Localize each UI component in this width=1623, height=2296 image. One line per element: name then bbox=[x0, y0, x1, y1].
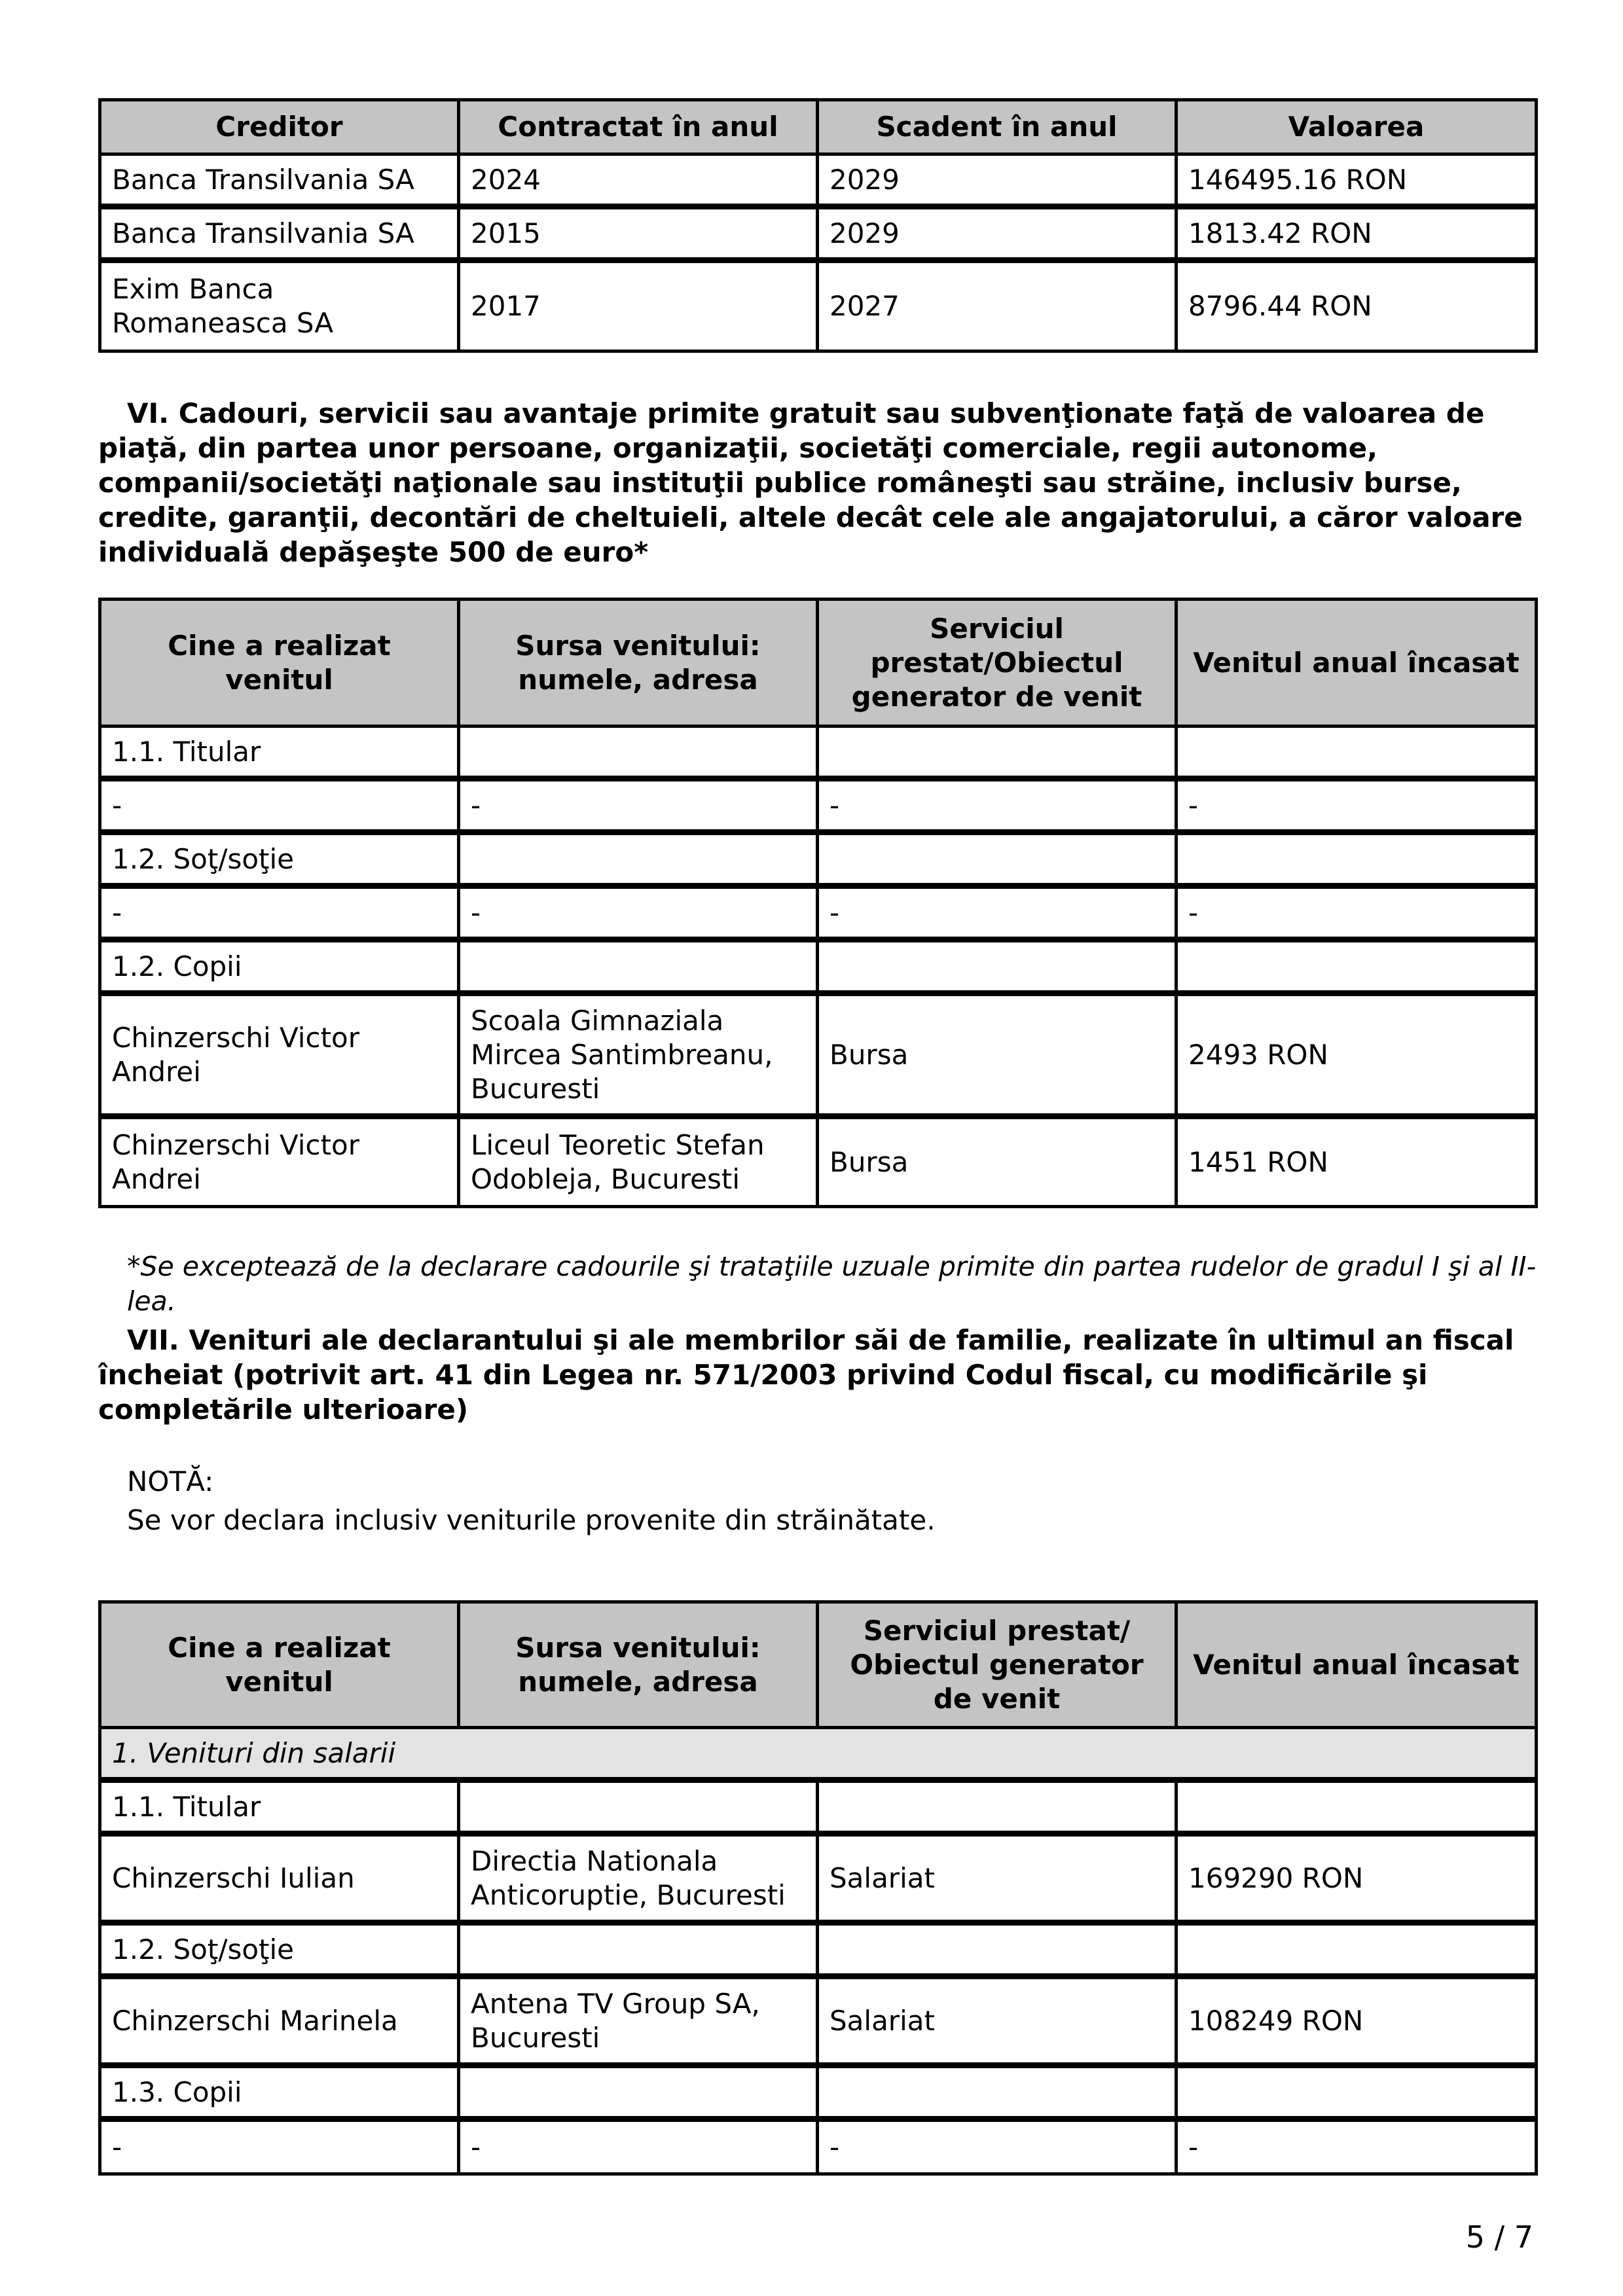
creditor-cell: Banca Transilvania SA bbox=[101, 156, 460, 209]
source-cell: - bbox=[460, 2122, 819, 2176]
col-header-contract-year: Contractat în anul bbox=[460, 101, 819, 156]
service-cell: Salariat bbox=[819, 1979, 1178, 2068]
service-cell bbox=[819, 2068, 1178, 2122]
table-row bbox=[101, 1119, 1538, 1208]
source-cell bbox=[460, 835, 819, 889]
service-cell: - bbox=[819, 781, 1178, 835]
who-cell: Chinzerschi Iulian bbox=[101, 1837, 460, 1926]
table-row bbox=[101, 942, 1538, 996]
who-cell: Chinzerschi Victor Andrei bbox=[101, 996, 460, 1119]
table-row bbox=[101, 1926, 1538, 1979]
col-header-service: Serviciul prestat/Obiectul generator de venit bbox=[819, 601, 1178, 728]
col-header-due-year: Scadent în anul bbox=[819, 101, 1178, 156]
service-cell bbox=[819, 728, 1178, 781]
table-row bbox=[101, 1837, 1538, 1926]
income-cell bbox=[1178, 2068, 1538, 2122]
table-row bbox=[101, 781, 1538, 835]
note-label: NOTĂ: bbox=[127, 1465, 214, 1498]
source-cell: Directia Nationala Anticoruptie, Bucuresti bbox=[460, 1837, 819, 1926]
creditor-cell: Exim Banca Romaneasca SA bbox=[101, 263, 460, 353]
table-row bbox=[101, 835, 1538, 889]
col-header-who: Cine a realizat venitul bbox=[101, 601, 460, 728]
income-cell bbox=[1178, 942, 1538, 996]
income-cell bbox=[1178, 728, 1538, 781]
service-cell: Salariat bbox=[819, 1837, 1178, 1926]
income-cell: 1451 RON bbox=[1178, 1119, 1538, 1208]
source-cell bbox=[460, 1783, 819, 1837]
source-cell bbox=[460, 2068, 819, 2122]
col-header-source: Sursa venitului: numele, adresa bbox=[460, 601, 819, 728]
contract-year-cell: 2017 bbox=[460, 263, 819, 353]
debts-table bbox=[98, 98, 1538, 353]
service-cell bbox=[819, 1783, 1178, 1837]
col-header-value: Valoarea bbox=[1178, 101, 1538, 156]
income-cell: 169290 RON bbox=[1178, 1837, 1538, 1926]
source-cell bbox=[460, 728, 819, 781]
income-cell: - bbox=[1178, 889, 1538, 942]
note-text: Se vor declara inclusiv veniturile provenite din străinătate. bbox=[127, 1504, 936, 1536]
income-cell: - bbox=[1178, 781, 1538, 835]
who-cell: - bbox=[101, 781, 460, 835]
value-cell: 8796.44 RON bbox=[1178, 263, 1538, 353]
table-row bbox=[101, 2122, 1538, 2176]
service-cell bbox=[819, 835, 1178, 889]
service-cell: Bursa bbox=[819, 1119, 1178, 1208]
table-row bbox=[101, 1979, 1538, 2068]
who-cell: 1.2. Copii bbox=[101, 942, 460, 996]
source-cell bbox=[460, 942, 819, 996]
source-cell: Antena TV Group SA, Bucuresti bbox=[460, 1979, 819, 2068]
gifts-table bbox=[98, 598, 1538, 1208]
value-cell: 146495.16 RON bbox=[1178, 156, 1538, 209]
service-cell bbox=[819, 942, 1178, 996]
who-cell: Chinzerschi Victor Andrei bbox=[101, 1119, 460, 1208]
col-header-income: Venitul anual încasat bbox=[1178, 601, 1538, 728]
value-cell: 1813.42 RON bbox=[1178, 209, 1538, 263]
source-cell: - bbox=[460, 781, 819, 835]
source-cell: Scoala Gimnaziala Mircea Santimbreanu, Bucuresti bbox=[460, 996, 819, 1119]
table-row bbox=[101, 2068, 1538, 2122]
service-cell: Bursa bbox=[819, 996, 1178, 1119]
who-cell: - bbox=[101, 2122, 460, 2176]
who-cell: 1.1. Titular bbox=[101, 728, 460, 781]
income-cell: 108249 RON bbox=[1178, 1979, 1538, 2068]
table-row bbox=[101, 209, 1538, 263]
source-cell: Liceul Teoretic Stefan Odobleja, Bucuresti bbox=[460, 1119, 819, 1208]
table-subheader-row bbox=[101, 1729, 1538, 1783]
who-cell: 1.1. Titular bbox=[101, 1783, 460, 1837]
col-header-creditor: Creditor bbox=[101, 101, 460, 156]
who-cell: 1.3. Copii bbox=[101, 2068, 460, 2122]
who-cell: 1.2. Soţ/soţie bbox=[101, 1926, 460, 1979]
who-cell: - bbox=[101, 889, 460, 942]
table-row bbox=[101, 156, 1538, 209]
service-cell: - bbox=[819, 2122, 1178, 2176]
income-table bbox=[98, 1600, 1538, 2176]
due-year-cell: 2029 bbox=[819, 209, 1178, 263]
col-header-service: Serviciul prestat/ Obiectul generator de venit bbox=[819, 1604, 1178, 1729]
col-header-who: Cine a realizat venitul bbox=[101, 1604, 460, 1729]
table-row bbox=[101, 1783, 1538, 1837]
income-cell bbox=[1178, 1783, 1538, 1837]
source-cell bbox=[460, 1926, 819, 1979]
salary-income-subheader: 1. Venituri din salarii bbox=[101, 1729, 1538, 1783]
who-cell: Chinzerschi Marinela bbox=[101, 1979, 460, 2068]
section-7-title: VII. Venituri ale declarantului şi ale membrilor săi de familie, realizate în ultimul an fiscal încheiat (potrivit art. 41 din Legea nr. 571/2003 privind Codul fiscal, cu modificările şi completările ulterioare) bbox=[98, 1324, 1514, 1426]
page-number: 5 / 7 bbox=[1465, 2219, 1533, 2255]
income-cell bbox=[1178, 1926, 1538, 1979]
service-cell: - bbox=[819, 889, 1178, 942]
col-header-income: Venitul anual încasat bbox=[1178, 1604, 1538, 1729]
contract-year-cell: 2024 bbox=[460, 156, 819, 209]
income-cell bbox=[1178, 835, 1538, 889]
table-row bbox=[101, 263, 1538, 353]
creditor-cell: Banca Transilvania SA bbox=[101, 209, 460, 263]
income-cell: - bbox=[1178, 2122, 1538, 2176]
col-header-source: Sursa venitului: numele, adresa bbox=[460, 1604, 819, 1729]
income-cell: 2493 RON bbox=[1178, 996, 1538, 1119]
contract-year-cell: 2015 bbox=[460, 209, 819, 263]
service-cell bbox=[819, 1926, 1178, 1979]
gifts-footnote: *Se exceptează de la declarare cadourile şi trataţiile uzuale primite din partea rudelor de gradul I şi al II-lea. bbox=[127, 1251, 1537, 1317]
table-row bbox=[101, 728, 1538, 781]
source-cell: - bbox=[460, 889, 819, 942]
due-year-cell: 2029 bbox=[819, 156, 1178, 209]
who-cell: 1.2. Soţ/soţie bbox=[101, 835, 460, 889]
section-6-title: VI. Cadouri, servicii sau avantaje primite gratuit sau subvenţionate faţă de valoarea de piaţă, din partea unor persoane, organizaţii, societăţi comerciale, regii autonome, companii/societăţi naţionale sau instituţii publice româneşti sau străine, inclusiv burse, credite, garanţii, decontări de cheltuieli, altele decât cele ale angajatorului, a căror valoare individuală depăşeşte 500 de euro* bbox=[98, 397, 1523, 568]
table-row bbox=[101, 889, 1538, 942]
table-row bbox=[101, 996, 1538, 1119]
due-year-cell: 2027 bbox=[819, 263, 1178, 353]
